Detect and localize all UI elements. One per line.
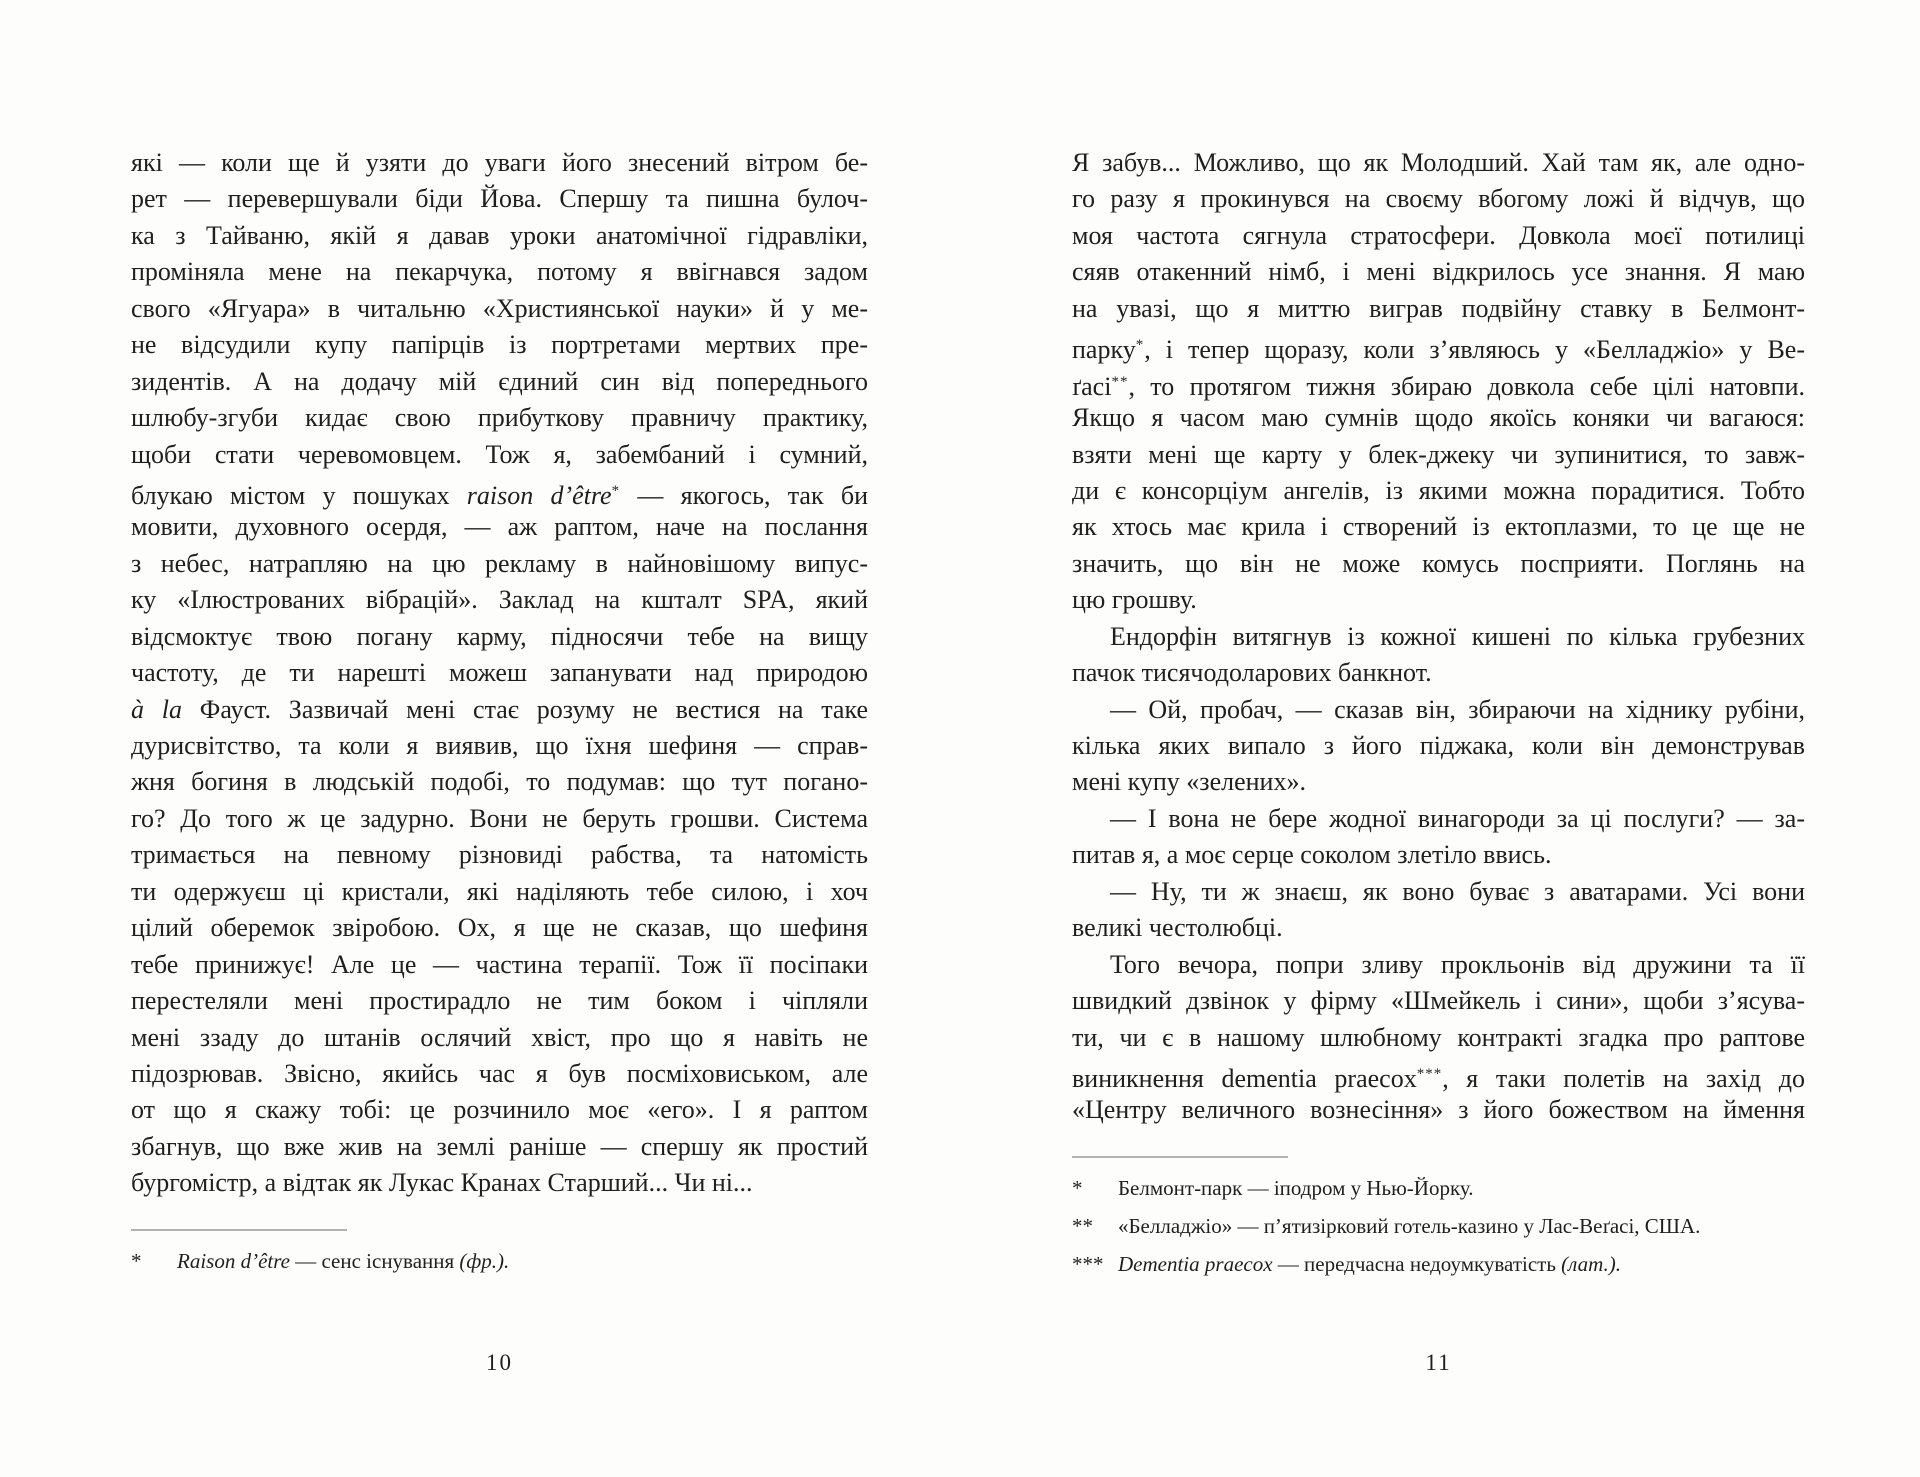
- footnote: [1072, 1213, 1805, 1240]
- footnote-marker: *: [131, 1248, 142, 1273]
- text-line: [1072, 327, 1805, 363]
- text-segment: проміняла мене на пекарчука, потому я ввігнався задом: [131, 257, 868, 287]
- text-line: [1072, 473, 1805, 509]
- text-line: [1072, 181, 1805, 217]
- text-segment: збагнув, що вже жив на землі раніше — спершу як простий: [131, 1131, 868, 1161]
- text-line: [1072, 874, 1805, 910]
- text-segment: жня богиня в людській подобі, то подумав: що тут погано-: [131, 767, 868, 797]
- text-segment: , я таки полетів на захід до: [1442, 1063, 1805, 1093]
- text-segment: , і тепер щоразу, коли з’являюсь у «Белладжіо» у Ве-: [1144, 335, 1805, 365]
- text-line: [131, 473, 868, 509]
- footnote-marker: *: [1072, 1175, 1083, 1200]
- text-segment: — передчасна недоумкуватість: [1272, 1251, 1562, 1276]
- text-segment: великі честолюбці.: [1072, 913, 1283, 943]
- text-segment: взяти мені ще карту у блек-джеку чи зупинитися, то завж-: [1072, 439, 1805, 469]
- footnote: [1072, 1175, 1805, 1202]
- text-segment: як хтось має крила і створений із ектоплазми, то це ще не: [1072, 512, 1805, 542]
- footnote: [1072, 1251, 1805, 1278]
- text-line: [131, 145, 868, 181]
- text-line: [1072, 437, 1805, 473]
- page-number: 11: [1425, 1350, 1452, 1375]
- text-line: [1072, 619, 1805, 655]
- text-line: [1072, 546, 1805, 582]
- text-line: [1072, 218, 1805, 254]
- text-segment: тебе принижує! Але це — частина терапії. Тож її посіпаки: [131, 949, 868, 979]
- text-segment: мені ззаду до штанів ослячий хвіст, про що я навіть не: [131, 1022, 868, 1052]
- left-page-footnotes: [131, 1248, 868, 1275]
- text-line: [1072, 764, 1805, 800]
- text-segment: тримається на певному різновиді рабства, та натомість: [131, 840, 868, 870]
- text-line: [1072, 983, 1805, 1019]
- text-line: [131, 218, 868, 254]
- left-page: [131, 0, 868, 1477]
- page-number: 10: [486, 1350, 513, 1375]
- text-segment: го разу я прокинувся на своєму вбогому ложі й відчув, що: [1072, 184, 1805, 214]
- text-line: [131, 546, 868, 582]
- text-line: [131, 801, 868, 837]
- text-segment: не відсудили купу папірців із портретами мертвих пре-: [131, 330, 868, 360]
- text-line: [131, 619, 868, 655]
- text-line: [131, 983, 868, 1019]
- text-line: [131, 582, 868, 618]
- right-page-footnotes: [1072, 1175, 1805, 1278]
- text-line: [1072, 400, 1805, 436]
- text-segment: «Белладжіо» — п’ятизірковий готель-казино у Лас-Веґасі, США.: [1118, 1213, 1701, 1238]
- text-line: [131, 1020, 868, 1056]
- text-line: [131, 655, 868, 691]
- text-segment: зидентів. А на додачу мій єдиний син від попереднього: [131, 366, 868, 396]
- text-segment: (фр.).: [459, 1248, 510, 1273]
- text-line: [131, 728, 868, 764]
- text-line: [1072, 655, 1805, 691]
- footnote-divider: [131, 1229, 347, 1231]
- text-line: [1072, 509, 1805, 545]
- left-page-text: [131, 145, 868, 1286]
- text-line: [131, 291, 868, 327]
- text-segment: го? До того ж це задурно. Вони не беруть грошви. Система: [131, 803, 868, 833]
- text-segment: — сенс існування: [289, 1248, 460, 1273]
- text-segment: Белмонт-парк — іподром у Нью-Йорку.: [1118, 1175, 1474, 1200]
- text-segment: на увазі, що я миттю виграв подвійну ставку в Белмонт-: [1072, 293, 1805, 323]
- text-segment: — І вона не бере жодної винагороди за ці послуги? — за-: [1110, 803, 1805, 833]
- text-segment: (лат.).: [1561, 1251, 1621, 1276]
- text-line: [131, 1056, 868, 1092]
- text-segment: ди є консорціум ангелів, із якими можна порадитися. Тобто: [1072, 475, 1805, 505]
- text-line: [131, 327, 868, 363]
- text-segment: свого «Ягуара» в читальню «Християнської науки» й у ме-: [131, 293, 868, 323]
- text-segment: виникнення dementia praecox: [1072, 1063, 1417, 1093]
- text-segment: мені купу «зелених».: [1072, 767, 1306, 797]
- text-line: [131, 437, 868, 473]
- text-segment: бургомістр, а відтак як Лукас Кранах Старший... Чи ні...: [131, 1168, 753, 1198]
- footnote-reference: **: [1111, 373, 1129, 390]
- text-line: [1072, 801, 1805, 837]
- text-line: [1072, 1020, 1805, 1056]
- text-segment: мовити, духовного осердя, — аж раптом, наче на послання: [131, 512, 868, 542]
- text-segment: ку «Ілюстрованих вібрацій». Заклад на кшталт SPA, який: [131, 585, 868, 615]
- text-segment: швидкий дзвінок у фірму «Шмейкель і сини», щоби з’ясува-: [1072, 986, 1805, 1016]
- text-segment: кілька яких випало з його піджака, коли він демонстрував: [1072, 731, 1805, 760]
- right-page: [1072, 0, 1805, 1477]
- text-line: [1072, 254, 1805, 290]
- text-segment: raison d’être: [466, 480, 612, 510]
- footnote-marker: ***: [1072, 1251, 1104, 1276]
- footnote-reference: ***: [1416, 1065, 1443, 1082]
- text-segment: моя частота сягнула стратосфери. Довкола моєї потилиці: [1072, 220, 1805, 250]
- footnote-text: [1118, 1251, 1805, 1278]
- text-segment: рет — перевершували біди Йова. Спершу та пишна булоч-: [131, 184, 868, 214]
- text-segment: от що я скажу тобі: це розчинило моє «его». І я раптом: [131, 1095, 868, 1125]
- text-line: [1072, 145, 1805, 181]
- text-segment: шлюбу-згуби кидає свою прибуткову правничу практику,: [131, 403, 868, 433]
- text-line: [131, 400, 868, 436]
- footnote-text: [1118, 1213, 1805, 1240]
- text-segment: Фауст. Зазвичай мені стає розуму не вестися на таке: [182, 694, 868, 724]
- text-segment: щоби стати черевомовцем. Тож я, забембаний і сумний,: [131, 439, 868, 469]
- text-line: [1072, 692, 1805, 728]
- text-segment: з небес, натрапляю на цю рекламу в найновішому випус-: [131, 548, 868, 578]
- text-segment: перестеляли мені простирадло не тим боком і чіпляли: [131, 986, 868, 1016]
- text-line: [1072, 1092, 1805, 1128]
- text-segment: блукаю містом у пошуках: [131, 480, 467, 510]
- text-line: [131, 364, 868, 400]
- text-line: [1072, 291, 1805, 327]
- footnote-marker: **: [1072, 1213, 1093, 1238]
- text-segment: сяяв отакенний німб, і мені відкрилось усе знання. Я маю: [1072, 257, 1805, 287]
- text-segment: частоту, де ти нарешті можеш запанувати над природою: [131, 658, 868, 688]
- text-segment: підозрював. Звісно, якийсь час я був посміховиськом, але: [131, 1058, 868, 1088]
- text-line: [1072, 364, 1805, 400]
- text-line: [131, 837, 868, 873]
- footnote-text: [1118, 1175, 1805, 1202]
- text-line: [131, 692, 868, 728]
- text-line: [131, 1092, 868, 1128]
- text-segment: ти, чи є в нашому шлюбному контракті згадка про раптове: [1072, 1022, 1805, 1052]
- text-segment: значить, що він не може комусь посприяти. Поглянь на: [1072, 548, 1805, 578]
- text-segment: — Ну, ти ж знаєш, як воно буває з аватарами. Усі вони: [1110, 876, 1805, 906]
- text-segment: цю грошву.: [1072, 585, 1197, 615]
- footnote-divider: [1072, 1156, 1288, 1158]
- text-segment: «Центру величного вознесіння» з його божеством на ймення: [1072, 1095, 1805, 1125]
- text-line: [131, 910, 868, 946]
- text-segment: Якщо я часом маю сумнів щодо якоїсь коняки чи вагаюся:: [1072, 403, 1805, 433]
- text-line: [131, 1129, 868, 1165]
- text-line: [1072, 1056, 1805, 1092]
- text-segment: Dementia praecox: [1118, 1251, 1273, 1276]
- footnote-reference: *: [611, 482, 621, 499]
- text-line: [131, 254, 868, 290]
- text-segment: ка з Тайваню, якій я давав уроки анатомічної гідравліки,: [131, 220, 868, 250]
- text-line: [131, 947, 868, 983]
- text-line: [131, 181, 868, 217]
- text-segment: Ендорфін витягнув із кожної кишені по кілька грубезних: [1110, 621, 1805, 651]
- right-page-lines: [1072, 145, 1805, 1129]
- text-segment: Я забув... Можливо, що як Молодший. Хай там як, але одно-: [1072, 148, 1805, 177]
- text-line: [1072, 582, 1805, 618]
- text-segment: пачок тисячодоларових банкнот.: [1072, 658, 1432, 688]
- text-line: [131, 764, 868, 800]
- text-segment: — якогось, так би: [620, 480, 869, 510]
- text-segment: ґасі: [1072, 371, 1112, 401]
- footnote-text: [177, 1248, 868, 1275]
- text-segment: питав я, а моє серце соколом злетіло ввись.: [1072, 840, 1552, 870]
- text-segment: дурисвітство, та коли я виявив, що їхня шефиня — справ-: [131, 731, 868, 760]
- text-segment: , то протягом тижня збираю довкола себе цілі натовпи.: [1128, 371, 1805, 401]
- text-segment: Raison d’être: [177, 1248, 290, 1273]
- text-segment: цілий оберемок звіробою. Ох, я ще не сказав, що шефиня: [131, 913, 868, 943]
- text-segment: Того вечора, попри зливу прокльонів від дружини та її: [1110, 949, 1805, 979]
- text-line: [131, 509, 868, 545]
- text-segment: à la: [131, 694, 183, 724]
- text-segment: парку: [1072, 335, 1136, 365]
- footnote-reference: *: [1135, 337, 1145, 354]
- text-line: [1072, 910, 1805, 946]
- text-line: [1072, 728, 1805, 764]
- text-line: [131, 874, 868, 910]
- text-segment: які — коли ще й узяти до уваги його знесений вітром бе-: [131, 148, 868, 177]
- text-line: [1072, 947, 1805, 983]
- text-segment: ти одержуєш ці кристали, які наділяють тебе силою, і хоч: [131, 876, 868, 906]
- text-line: [1072, 837, 1805, 873]
- text-segment: відсмоктує твою погану карму, підносячи тебе на вищу: [131, 621, 868, 651]
- left-page-lines: [131, 145, 868, 1202]
- footnote: [131, 1248, 868, 1275]
- text-line: [131, 1165, 868, 1201]
- right-page-text: [1072, 145, 1805, 1289]
- text-segment: — Ой, пробач, — сказав він, збираючи на хіднику рубіни,: [1110, 694, 1805, 724]
